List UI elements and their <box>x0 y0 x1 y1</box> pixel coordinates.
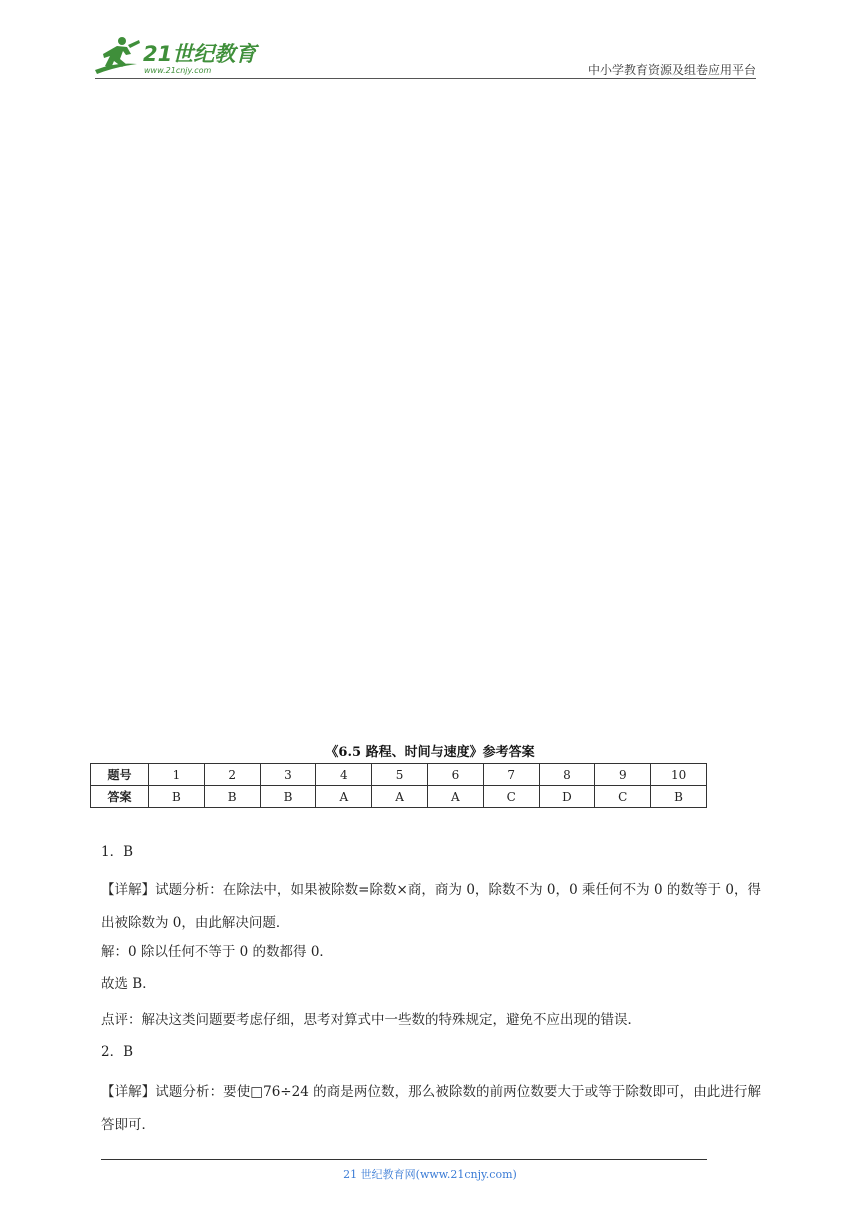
row-label-question: 题号 <box>91 764 149 786</box>
row-label-answer: 答案 <box>91 786 149 808</box>
answer-cell: A <box>372 786 428 808</box>
footer-text[interactable]: 21 世纪教育网(www.21cnjy.com) <box>343 1168 517 1181</box>
question-number-row <box>91 764 707 786</box>
answer-table <box>90 763 707 808</box>
answer-cell: B <box>651 786 707 808</box>
answer-2-heading: 2．B <box>101 1044 134 1060</box>
question-number: 6 <box>427 764 483 786</box>
question-number: 1 <box>149 764 205 786</box>
answer-1-comment: 点评：解决这类问题要考虑仔细，思考对算式中一些数的特殊规定，避免不应出现的错误． <box>101 1012 641 1028</box>
question-number: 2 <box>204 764 260 786</box>
answer-key-title: 《6.5 路程、时间与速度》参考答案 <box>325 745 535 760</box>
answer-2-detail: 【详解】试题分析：要使□76÷24 的商是两位数，那么被除数的前两位数要大于或等于除数即可，由此进行解答即可． <box>101 1084 761 1133</box>
answer-cell: C <box>595 786 651 808</box>
question-number: 10 <box>651 764 707 786</box>
question-number: 5 <box>372 764 428 786</box>
platform-name: 中小学教育资源及组卷应用平台 <box>587 63 756 77</box>
question-number: 9 <box>595 764 651 786</box>
answer-1-detail: 【详解】试题分析：在除法中，如果被除数=除数×商，商为 0，除数不为 0，0 乘任何不为 0 的数等于 0，得出被除数为 0，由此解决问题． <box>101 882 761 931</box>
logo-url-text: www.21cnjy.com <box>144 66 212 75</box>
footer-divider <box>101 1159 707 1160</box>
question-number: 8 <box>539 764 595 786</box>
answer-cell: A <box>316 786 372 808</box>
logo-brand-text: 21世纪教育 <box>143 42 257 66</box>
site-logo <box>95 34 265 78</box>
question-number: 4 <box>316 764 372 786</box>
answer-cell: D <box>539 786 595 808</box>
answer-cell: B <box>149 786 205 808</box>
answer-1-solution: 解：0 除以任何不等于 0 的数都得 0． <box>101 944 333 960</box>
answer-row <box>91 786 707 808</box>
question-number: 3 <box>260 764 316 786</box>
answer-cell: B <box>204 786 260 808</box>
answer-1-choice: 故选 B． <box>101 976 156 992</box>
question-number: 7 <box>483 764 539 786</box>
header-divider <box>95 78 756 79</box>
runner-icon <box>95 37 140 74</box>
answer-cell: C <box>483 786 539 808</box>
answer-cell: B <box>260 786 316 808</box>
answer-cell: A <box>427 786 483 808</box>
answer-1-heading: 1．B <box>101 844 134 860</box>
